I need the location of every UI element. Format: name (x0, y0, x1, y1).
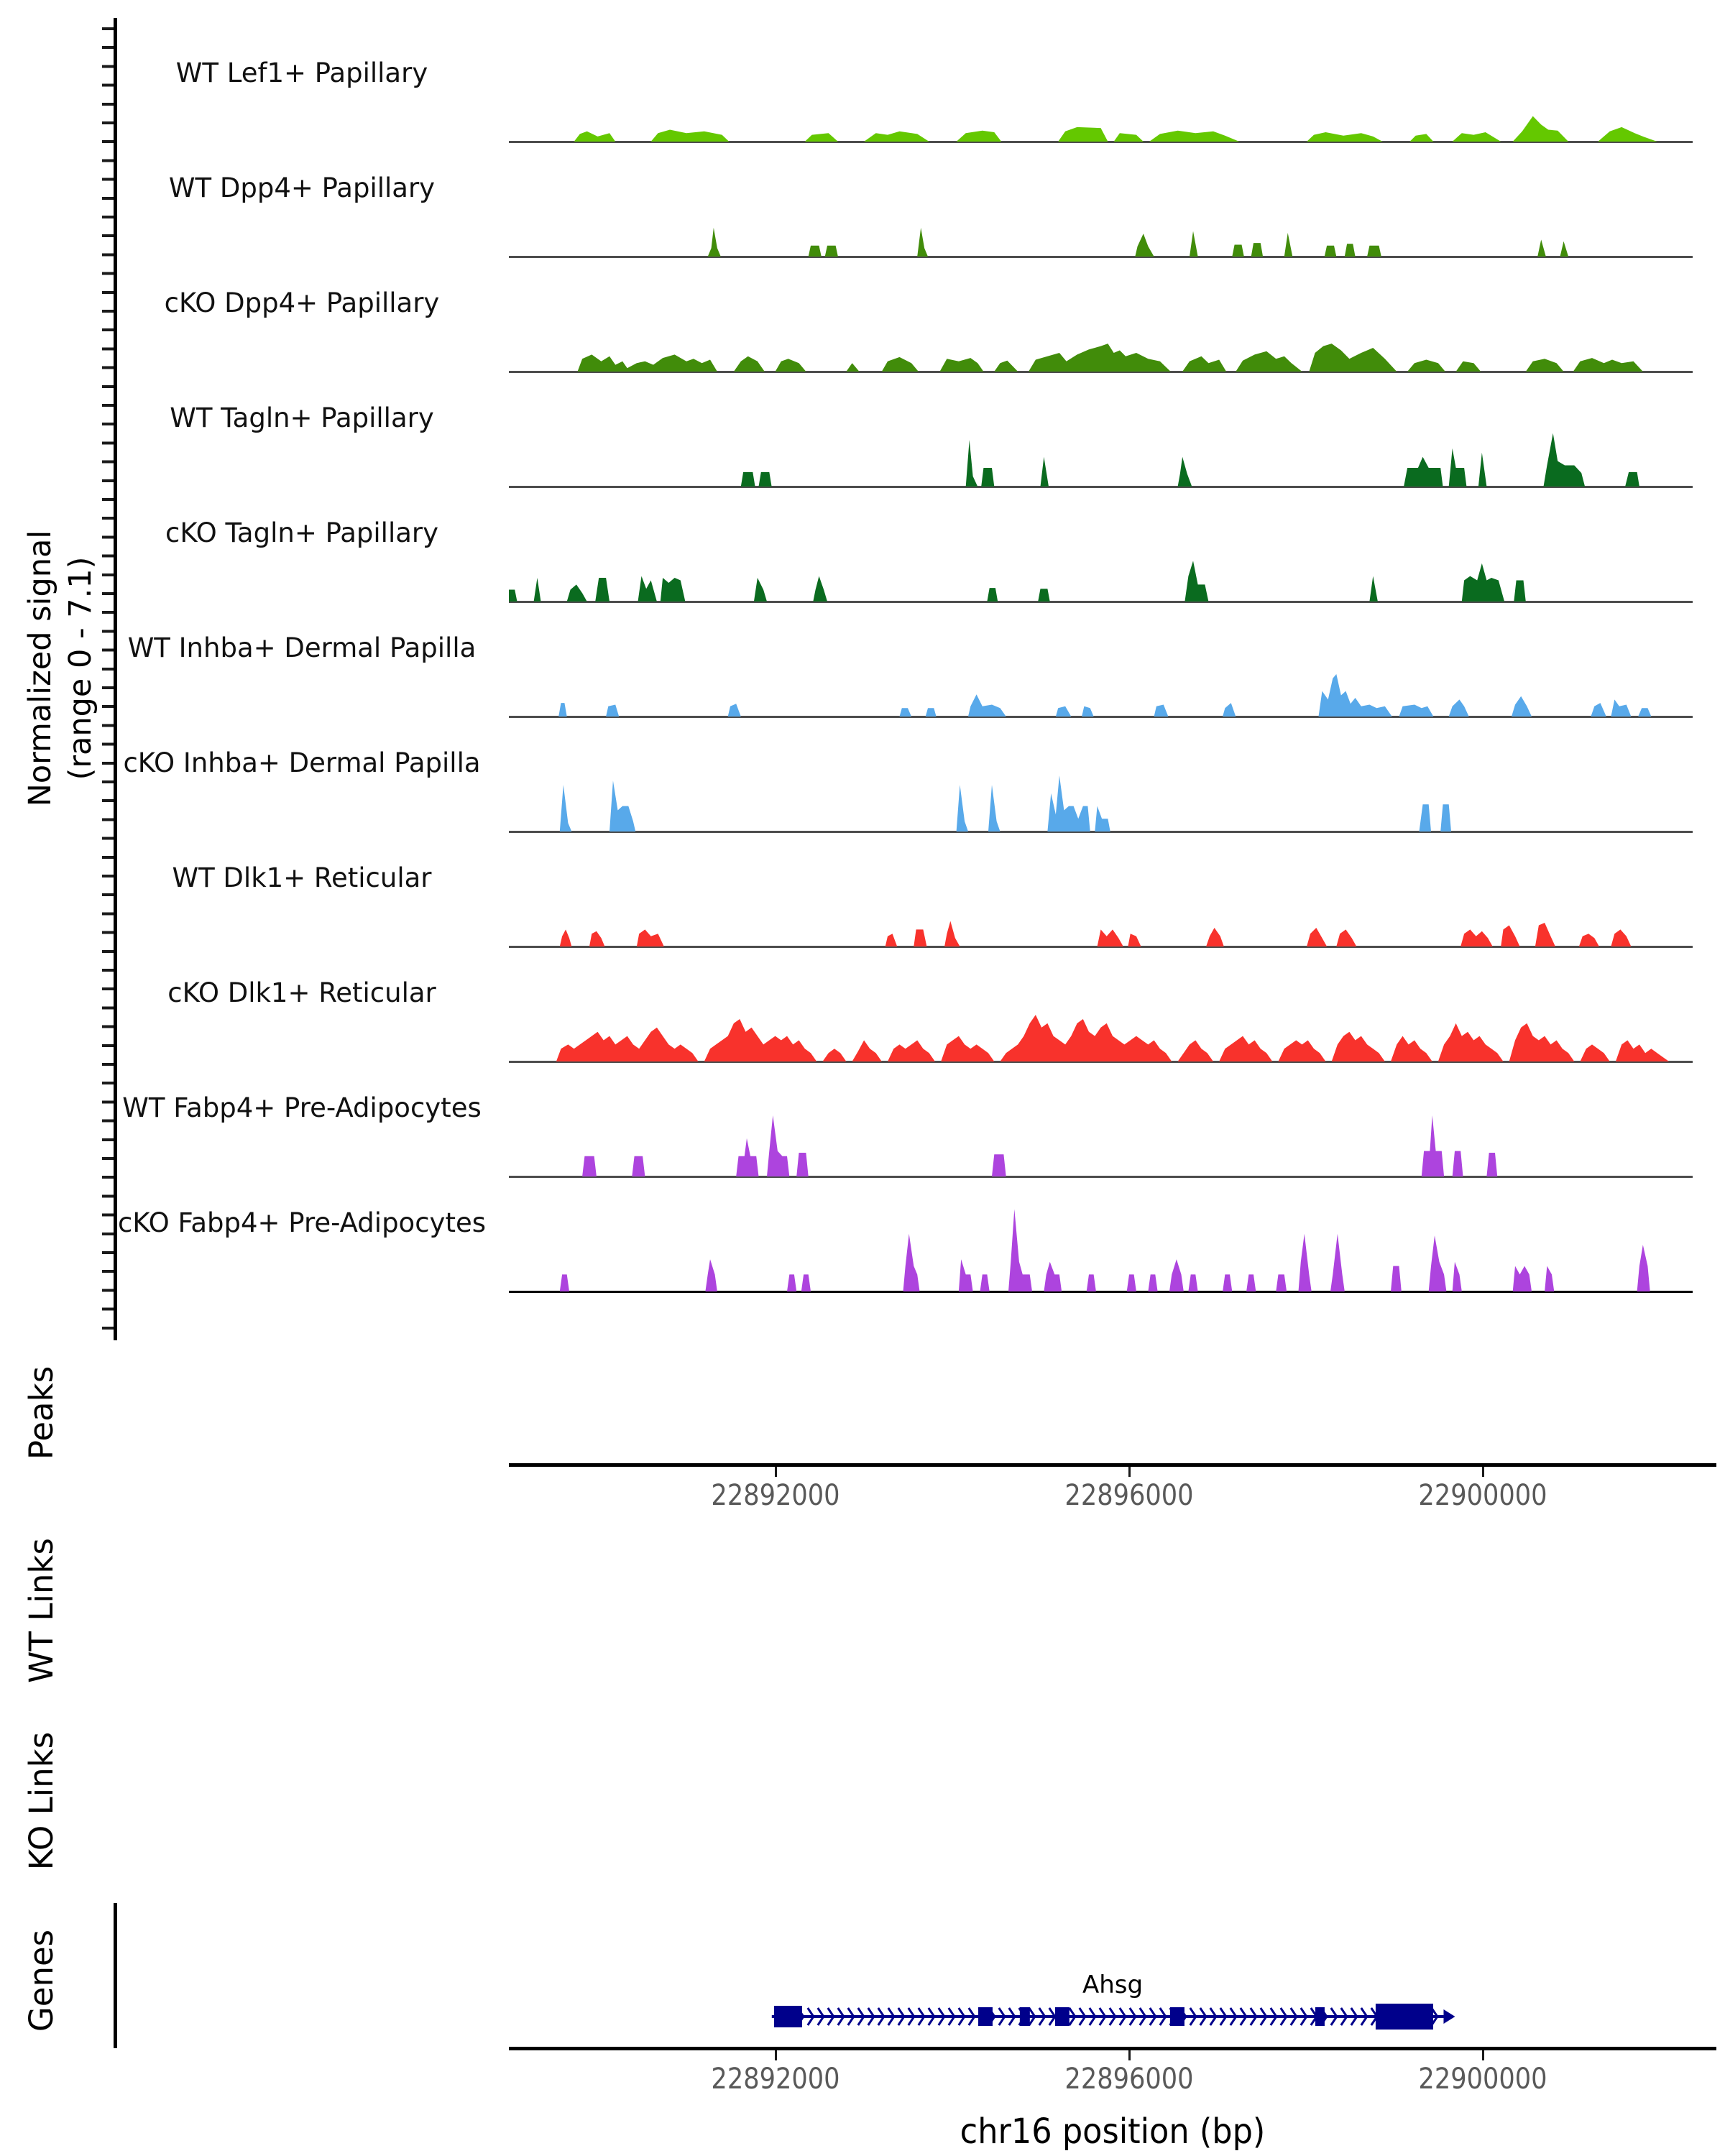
track-signal (509, 623, 1693, 717)
y-axis-label-line2: (range 0 - 7.1) (63, 556, 98, 780)
axis-tick-label: 22900000 (1418, 2063, 1548, 2096)
axis-tick-label: 22892000 (711, 1479, 841, 1512)
axis-tick (775, 2050, 777, 2060)
track-label: WT Lef1+ Papillary (175, 57, 428, 88)
track-label: cKO Tagln+ Papillary (165, 517, 439, 548)
axis-tick (775, 1467, 777, 1477)
track-label: WT Tagln+ Papillary (170, 402, 434, 433)
y-axis-label (20, 453, 101, 884)
genes-axis-bar (114, 1903, 117, 2048)
track-label: cKO Dlk1+ Reticular (167, 977, 436, 1008)
track-label: WT Inhba+ Dermal Papilla (127, 632, 477, 663)
wt-links-section-label: WT Links (22, 1538, 60, 1683)
track-signal (509, 163, 1693, 257)
track-signal (509, 393, 1693, 487)
axis-tick (1128, 2050, 1131, 2060)
signal-y-axis-bar (114, 18, 117, 1340)
track-signal (509, 278, 1693, 372)
track-signal (509, 738, 1693, 831)
gene-model (509, 1981, 1716, 2053)
axis-tick-label: 22892000 (711, 2063, 841, 2096)
axis-tick-label: 22896000 (1064, 1479, 1195, 1512)
axis-tick (1482, 2050, 1484, 2060)
axis-tick-label: 22896000 (1064, 2063, 1195, 2096)
track-signal (509, 48, 1693, 142)
track-signal (509, 1198, 1693, 1291)
track-label: WT Dpp4+ Papillary (168, 172, 436, 203)
track-signal (509, 968, 1693, 1061)
ko-links-section-label: KO Links (22, 1731, 60, 1871)
track-label: cKO Inhba+ Dermal Papilla (123, 747, 481, 778)
gene-name-label: Ahsg (1082, 1971, 1144, 1999)
track-label: cKO Dpp4+ Papillary (164, 287, 440, 318)
axis-tick (1128, 1467, 1131, 1477)
axis-tick-label: 22900000 (1418, 1479, 1548, 1512)
x-axis-title: chr16 position (bp) (960, 2111, 1266, 2152)
axis-tick (1482, 1467, 1484, 1477)
y-axis-label-line1: Normalized signal (22, 530, 58, 807)
genes-section-label: Genes (22, 1929, 60, 2032)
track-label: cKO Fabp4+ Pre-Adipocytes (117, 1207, 486, 1238)
track-label: WT Fabp4+ Pre-Adipocytes (122, 1092, 482, 1123)
peaks-section-label: Peaks (22, 1365, 60, 1460)
signal-y-axis-ticks (102, 27, 114, 1330)
track-signal (509, 508, 1693, 602)
axis-line (509, 1463, 1716, 1467)
track-signal (509, 1083, 1693, 1176)
axis-line (509, 2047, 1716, 2050)
track-signal (509, 853, 1693, 946)
track-label: WT Dlk1+ Reticular (172, 862, 432, 893)
